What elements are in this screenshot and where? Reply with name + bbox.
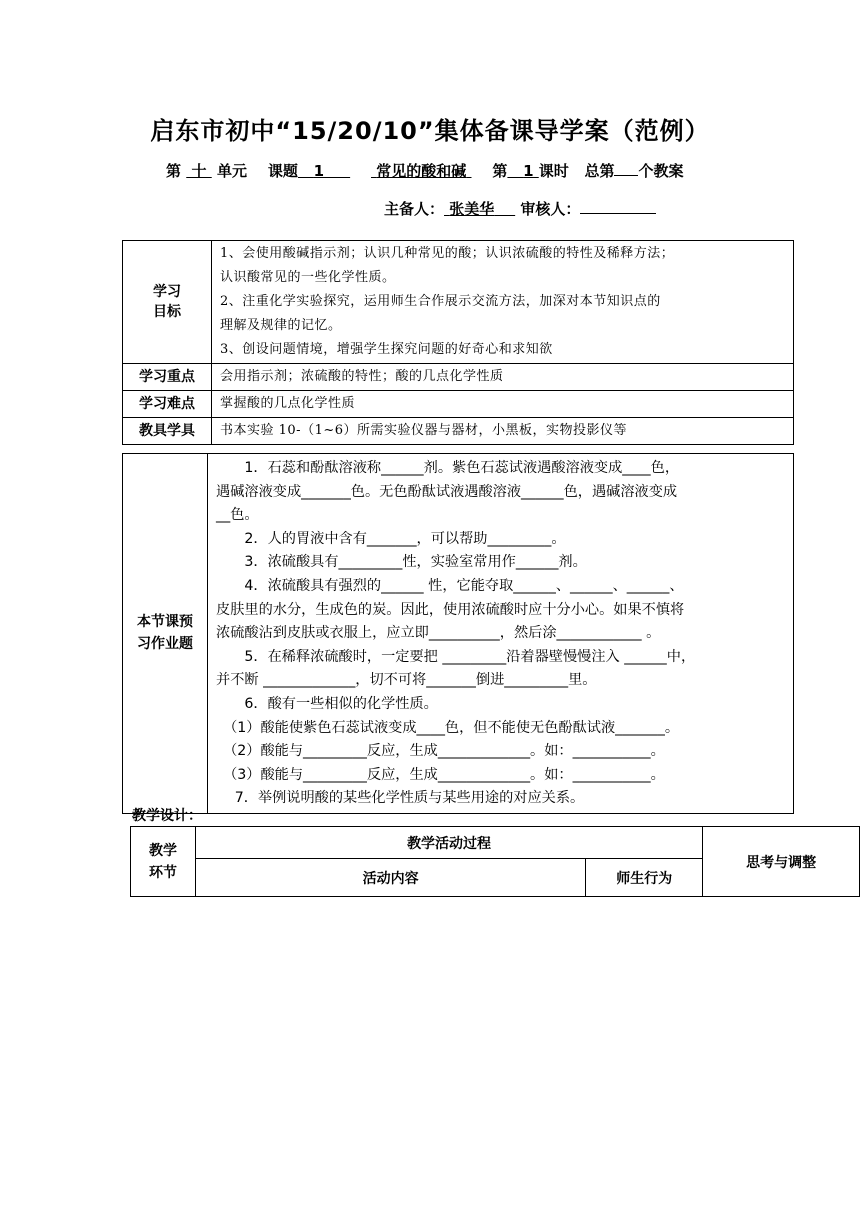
goal-line: 2、注重化学实验探究，运用师生合作展示交流方法，加深对本节知识点的 (220, 294, 661, 309)
homework-line: 7．举例说明酸的某些化学性质与某些用途的对应关系。 (216, 790, 585, 807)
behavior-header: 师生行为 (586, 859, 703, 897)
unit-suffix: 单元 (216, 162, 247, 180)
homework-line: 并不断 _____________，切不可将_______倒进_________里。 (216, 672, 597, 689)
homework-line: 遇碱溶液变成_______色。无色酚酞试液遇酸溶液______色，遇碱溶液变成 (216, 483, 678, 500)
topic-name: 常见的酸和碱 (376, 162, 467, 180)
lesson-number: 1 (523, 162, 534, 180)
author-label: 主备人： (384, 200, 445, 218)
reflection-header: 思考与调整 (703, 827, 860, 897)
process-header: 教学活动过程 (195, 827, 702, 859)
homework-line: 5．在稀释浓硫酸时，一定要把 _________沿着器壁慢慢注入 ______中， (216, 648, 696, 665)
unit-prefix: 第 (166, 162, 182, 180)
homework-line: __色。 (216, 507, 259, 524)
homework-line: 2．人的胃液中含有_______，可以帮助_________。 (216, 530, 566, 547)
goals-content (212, 241, 794, 364)
goals-table (122, 240, 794, 445)
lesson-suffix: 课时 (538, 162, 569, 180)
homework-line: 6．酸有一些相似的化学性质。 (216, 695, 438, 712)
lesson-prefix: 第 (492, 162, 508, 180)
homework-line: （3）酸能与_________反应，生成_____________。如：___________。 (216, 766, 665, 783)
homework-line: （1）酸能使紫色石蕊试液变成____色，但不能使无色酚酞试液_______。 (216, 719, 680, 736)
tools-content: 书本实验 10-（1~6）所需实验仪器与器材，小黑板，实物投影仪等 (212, 418, 794, 445)
homework-line: 浓硫酸沾到皮肤或衣服上，应立即__________，然后涂____________ 。 (216, 625, 661, 642)
goal-line: 认识酸常见的一些化学性质。 (220, 270, 396, 285)
key-points-label: 学习重点 (123, 364, 212, 391)
page-title: 启东市初中“15/20/10”集体备课导学案（范例） (150, 117, 710, 145)
key-points-content: 会用指示剂；浓硫酸的特性；酸的几点化学性质 (212, 364, 794, 391)
difficulties-content: 掌握酸的几点化学性质 (212, 391, 794, 418)
tools-label: 教具学具 (123, 418, 212, 445)
difficulties-label: 学习难点 (123, 391, 212, 418)
homework-line: 4．浓硫酸具有强烈的______ 性，它能夺取______、______、______、 (216, 577, 684, 594)
reviewer-label: 审核人： (520, 200, 581, 218)
goal-line: 3、创设问题情境，增强学生探究问题的好奇心和求知欲 (220, 342, 553, 357)
homework-line: （2）酸能与_________反应，生成_____________。如：___________。 (216, 743, 665, 760)
content-header: 活动内容 (195, 859, 585, 897)
plan-suffix: 个教案 (638, 162, 684, 180)
homework-table (122, 453, 794, 814)
lesson-info-line (166, 160, 683, 181)
topic-number: 1 (313, 162, 324, 180)
author-name: 张美华 (449, 200, 495, 218)
homework-line: 1．石蕊和酚酞溶液称______剂。紫色石蕊试液遇酸溶液变成____色， (216, 460, 680, 476)
homework-line: 3．浓硫酸具有_________性，实验室常用作______剂。 (216, 554, 587, 571)
homework-line: 皮肤里的水分，生成色的炭。因此，使用浓硫酸时应十分小心。如果不慎将 (216, 601, 685, 618)
topic-label: 课题 (267, 162, 298, 180)
author-line (384, 198, 656, 219)
stage-header: 教学 环节 (131, 827, 196, 897)
goal-line: 1、会使用酸碱指示剂；认识几种常见的酸；认识浓硫酸的特性及稀释方法； (220, 246, 675, 261)
homework-label: 本节课预 习作业题 (123, 454, 208, 814)
plan-number-blank (614, 161, 638, 176)
goals-label: 学习 目标 (123, 241, 212, 364)
goal-line: 理解及规律的记忆。 (220, 318, 342, 333)
unit-value: 十 (191, 162, 207, 180)
teaching-design-table (130, 826, 860, 897)
plan-prefix: 总第 (584, 162, 615, 180)
teaching-design-label: 教学设计： (132, 808, 202, 824)
reviewer-blank (580, 199, 656, 214)
homework-content (208, 454, 794, 814)
